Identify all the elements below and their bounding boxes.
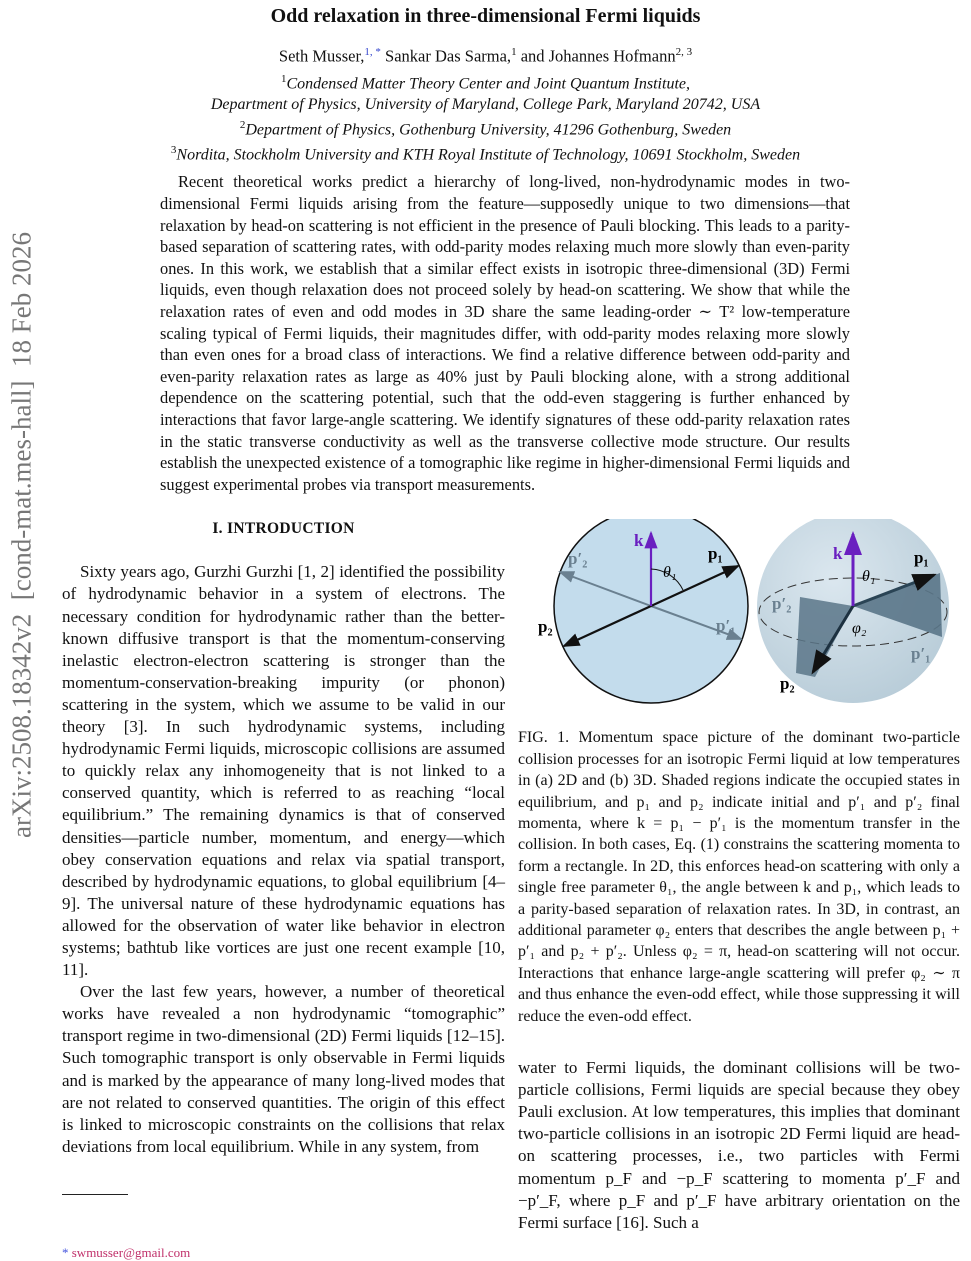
label-theta1: θ₁ (663, 564, 677, 582)
label-p1: p₁ (708, 544, 723, 564)
label-p1prime: p′₁ (716, 616, 736, 636)
figure-1 (530, 519, 971, 719)
figure-caption: FIG. 1. Momentum space picture of the dominant two-particle collision processes for an isotropic Fermi liquid at low temperatures in (a) 2D and (b) 3D. Shaded regions indicate the occupied states in equilibrium, and p₁ and p₂ indicate initial and p′₁ and p′₂ final momenta, where k = p₁ − p′₁ is the momentum transfer in the collision. In both cases, Eq. (1) constrains the scattering momenta to form a rectangle. In 2D, this enforces head-on scattering with only a single free parameter θ₁, the angle between k and p₁, which leads to a parity-based separation of relaxation rates. In 3D, in contrast, an additional parameter φ₂ enters that describes the angle between p₁ + p′₁ and p₂ + p′₂. Unless φ₂ = π, head-on scattering will not occur. Interactions that enhance large-angle scattering will prefer φ₂ ∼ π and thus enhance the even-odd effect, while those suppressing it will reduce the even-odd effect. (518, 729, 960, 1025)
affiliation-line (0, 69, 971, 94)
two-column-body (0, 519, 971, 1261)
affiliation-line (0, 140, 971, 165)
author-name: Seth Musser, (278, 46, 365, 66)
footnote-rule (62, 1194, 128, 1195)
left-column (62, 519, 505, 1261)
affiliations (0, 69, 971, 166)
abstract: Recent theoretical works predict a hierarchy of long-lived, non-hydrodynamic modes in two-dimensional Fermi liquids arising from the feature—supposedly unique to two dimensions—that relaxation by head-on scattering is not efficient in the presence of Pauli blocking. This leads to a parity-based separation of scattering rates, with odd-parity modes relaxing much more slowly than even-parity ones. In this work, we establish that a similar effect exists in isotropic three-dimensional (3D) Fermi liquids, even though relaxation does not proceed solely by head-on scattering. We show that while the relaxation rates of even and odd modes in 3D share the same leading-order ∼ T² low-temperature scaling typical of Fermi liquids, their magnitudes differ, with odd-parity modes relaxing more slowly than even ones for a broad class of interactions. We find a relative difference between odd-parity and even-parity relaxation rates as large as 40% just by Pauli blocking alone, with a strong additional dependence on the scattering potential, such that the odd-even staggering is further enhanced by interactions that favor large-angle scattering. We identify signatures of these odd-parity relaxation rates in the static transverse conductivity as well as the transverse collective mode structure. Our results establish the unexpected existence of a tomographic like regime in higher-dimensional Fermi liquids and suggest experimental probes via transport measurements. (160, 172, 850, 494)
arxiv-identifier[interactable]: arXiv:2508.18342v2 [cond-mat.mes-hall] 18 Feb 2026 (6, 232, 37, 838)
label-k: k (833, 544, 843, 564)
paragraph: water to Fermi liquids, the dominant collisions will be two-particle collisions, Fermi liquids are special because they obey Pauli exclusion. At low temperatures, this implies that dominant two-particle collisions in an isotropic 2D Fermi liquid are head-on scattering processes, i.e., two particles with Fermi momentum p_F and −p_F scattering to momenta p′_F and −p′_F, where p_F and p′_F have arbitrary orientation on the Fermi surface [16]. Such a (518, 1058, 960, 1232)
affil-number: 2 (239, 118, 246, 131)
label-p1: p₁ (914, 548, 929, 568)
affil-text: Nordita, Stockholm University and KTH Royal Institute of Technology, 10691 Stockholm, Sweden (176, 146, 801, 164)
author-affil-marker[interactable]: 1, * (364, 46, 381, 58)
right-column (518, 519, 960, 1261)
label-p2: p₂ (538, 617, 553, 637)
author-name: and Johannes Hofmann (520, 46, 676, 66)
footnote (62, 1245, 505, 1261)
paragraph: Sixty years ago, Gurzhi Gurzhi [1, 2] identified the possibility of hydrodynamic behavior in a system of electrons. The necessary condition for hydrodynamic rather than the better-known diffusive transport is that the momentum-conserving inelastic electron-electron scattering is stronger than the momentum-conservation-breaking impurity (or phonon) scattering in the system, which we assume to be valid in our theory [3]. In such hydrodynamic systems, including hydrodynamic Fermi liquids, microscopic collisions are assumed to quickly relax any inhomogeneity that is not linked to a conserved quantity, which is referred to as reaching “local equilibrium.” The remaining dynamics is that of conserved densities—particle number, momentum, and energy—which obey conservation equations and relax via spatial transport, described by hydrodynamic equations, to global equilibrium [4–9]. The universal nature of these hydrodynamic equations has allowed for the observation of water like behavior in electron systems; bathtub like vortices are just one recent example [10, 11]. (62, 562, 505, 980)
affiliation-line (0, 94, 971, 115)
affil-number: 1 (280, 72, 287, 85)
label-theta1: θ₁ (862, 568, 876, 586)
affiliation-line (0, 115, 971, 140)
affil-number: 3 (170, 144, 177, 157)
affil-text: Department of Physics, Gothenburg University, 41296 Gothenburg, Sweden (245, 121, 732, 139)
footnote-marker: * (62, 1244, 69, 1260)
left-column-text (62, 561, 505, 1158)
paper-title: Odd relaxation in three-dimensional Fermi liquids (270, 5, 701, 27)
affil-text: Condensed Matter Theory Center and Joint Quantum Institute, (286, 74, 690, 92)
section-heading: I. INTRODUCTION (212, 520, 355, 538)
author-name: Sankar Das Sarma, (385, 46, 512, 66)
label-p2prime: p′₂ (568, 549, 588, 569)
label-p2prime: p′₂ (772, 594, 792, 614)
label-p1prime: p′₁ (911, 644, 931, 664)
paper-header (0, 0, 971, 495)
author-affil-marker: 1 (511, 46, 517, 58)
author-list (0, 42, 971, 67)
panel-2d (538, 519, 748, 703)
panel-3d (757, 519, 949, 703)
affil-text: Department of Physics, University of Maryland, College Park, Maryland 20742, USA (210, 95, 761, 113)
label-p2: p₂ (780, 674, 795, 694)
email-link[interactable]: swmusser@gmail.com (71, 1244, 191, 1260)
right-column-text (518, 1057, 960, 1234)
label-k: k (634, 531, 644, 551)
author-affil-marker: 2, 3 (675, 46, 693, 58)
paragraph: Over the last few years, however, a number of theoretical works have revealed a non hydrodynamic “tomographic” transport regime in two-dimensional (2D) Fermi liquids [12–15]. Such tomographic transport is only observable in Fermi liquids and is marked by the appearance of many long-lived modes that are not related to conserved quantities. The origin of this effect is linked to microscopic constraints on the collisions that relax deviations from local equilibrium. While in any system, from (62, 982, 505, 1156)
label-phi2: φ₂ (852, 620, 867, 638)
